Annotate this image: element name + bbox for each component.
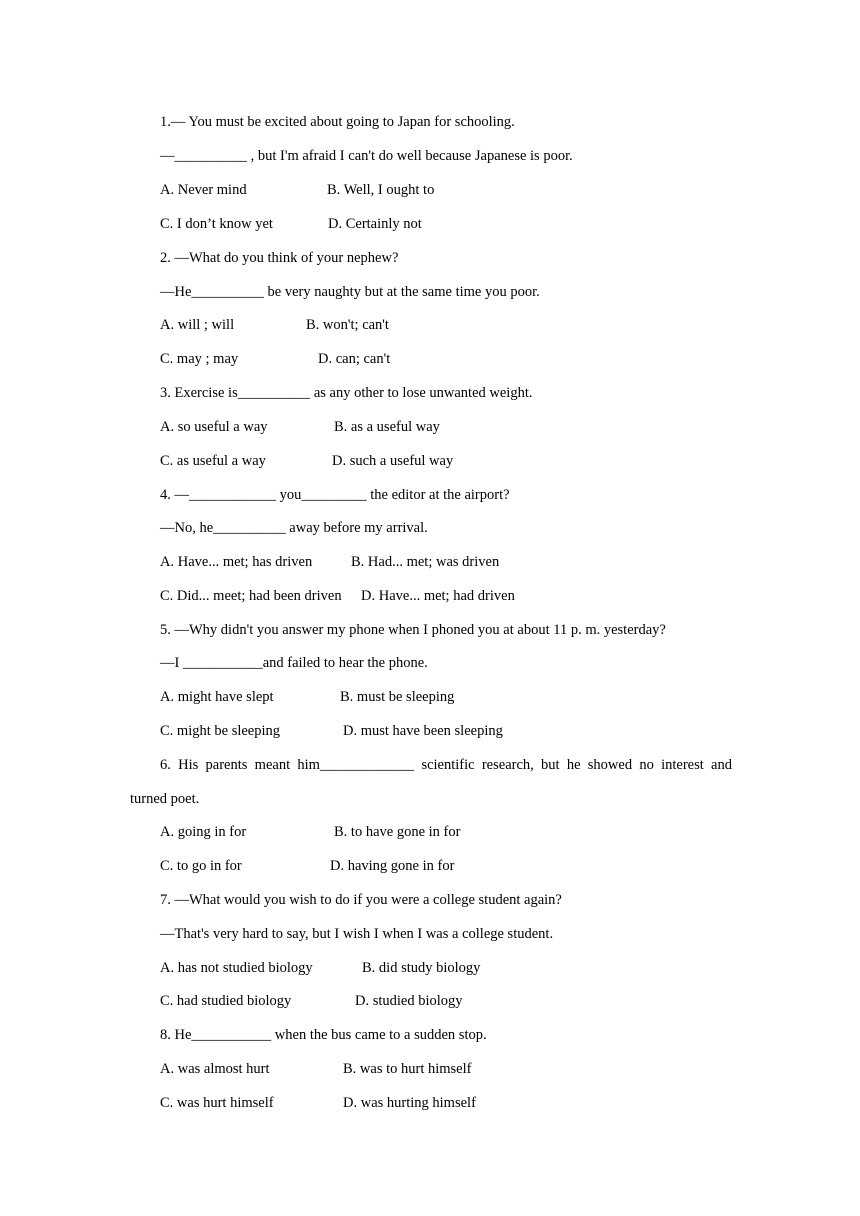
question-2-option-d: D. can; can't (318, 351, 391, 367)
question-3-option-c: C. as useful a way (160, 453, 266, 469)
question-2-reply: —He__________ be very naughty but at the same time you poor. (160, 284, 540, 300)
question-5-option-a: A. might have slept (160, 689, 274, 705)
question-8-option-d: D. was hurting himself (343, 1095, 476, 1111)
question-7-option-a: A. has not studied biology (160, 960, 313, 976)
question-4-option-d: D. Have... met; had driven (361, 588, 515, 604)
question-8-option-a: A. was almost hurt (160, 1061, 270, 1077)
question-6-option-c: C. to go in for (160, 858, 242, 874)
question-7-option-d: D. studied biology (355, 993, 463, 1009)
question-4-reply: —No, he__________ away before my arrival. (160, 520, 428, 536)
question-3-option-a: A. so useful a way (160, 419, 268, 435)
question-1-stem: 1.— You must be excited about going to Japan for schooling. (160, 114, 515, 130)
question-2-stem: 2. —What do you think of your nephew? (160, 250, 399, 266)
question-4-option-b: B. Had... met; was driven (351, 554, 500, 570)
question-1-option-d: D. Certainly not (328, 216, 422, 232)
question-7-option-c: C. had studied biology (160, 993, 292, 1009)
question-5-option-b: B. must be sleeping (340, 689, 455, 705)
question-1-option-a: A. Never mind (160, 182, 247, 198)
question-2-option-c: C. may ; may (160, 351, 239, 367)
question-7-stem: 7. —What would you wish to do if you were a college student again? (160, 892, 562, 908)
question-2-option-b: B. won't; can't (306, 317, 389, 333)
question-6-option-d: D. having gone in for (330, 858, 455, 874)
question-1-option-b: B. Well, I ought to (327, 182, 435, 198)
question-7-reply: —That's very hard to say, but I wish I when I was a college student. (160, 926, 554, 942)
question-5-option-d: D. must have been sleeping (343, 723, 503, 739)
question-8-option-c: C. was hurt himself (160, 1095, 274, 1111)
question-6-option-a: A. going in for (160, 824, 247, 840)
question-5-option-c: C. might be sleeping (160, 723, 281, 739)
question-7-option-b: B. did study biology (362, 960, 481, 976)
question-6-option-b: B. to have gone in for (334, 824, 461, 840)
question-8-stem: 8. He___________ when the bus came to a sudden stop. (160, 1027, 487, 1043)
question-3-option-b: B. as a useful way (334, 419, 440, 435)
question-6-stem-continued: turned poet. (130, 791, 200, 807)
question-8-option-b: B. was to hurt himself (343, 1061, 472, 1077)
question-2-option-a: A. will ; will (160, 317, 235, 333)
question-4-option-a: A. Have... met; has driven (160, 554, 313, 570)
question-1-reply: —__________ , but I'm afraid I can't do well because Japanese is poor. (160, 148, 573, 164)
question-4-option-c: C. Did... meet; had been driven (160, 588, 342, 604)
question-3-option-d: D. such a useful way (332, 453, 454, 469)
question-5-stem: 5. —Why didn't you answer my phone when I phoned you at about 11 p. m. yesterday? (160, 622, 666, 638)
question-6-stem: 6. His parents meant him_____________ scientific research, but he showed no interest and (160, 757, 732, 773)
question-1-option-c: C. I don’t know yet (160, 216, 273, 232)
question-5-reply: —I ___________and failed to hear the phone. (160, 655, 428, 671)
question-4-stem: 4. —____________ you_________ the editor at the airport? (160, 487, 510, 503)
question-3-stem: 3. Exercise is__________ as any other to lose unwanted weight. (160, 385, 533, 401)
